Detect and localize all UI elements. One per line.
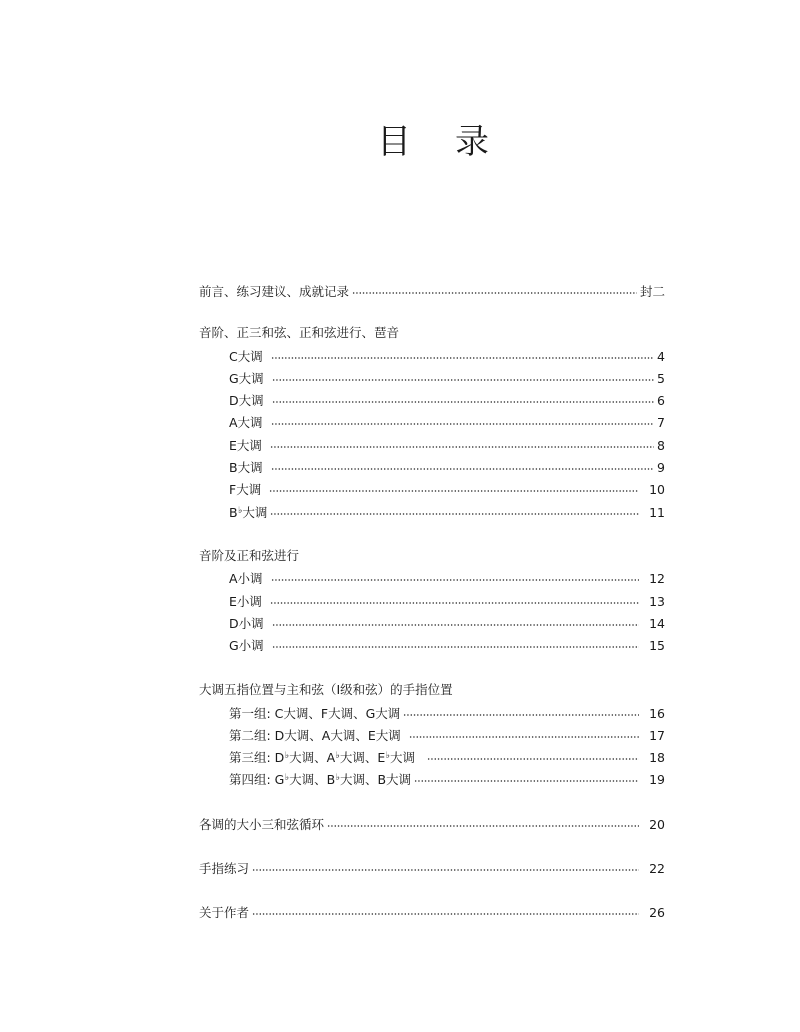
dot-leader	[271, 357, 654, 359]
dot-leader	[252, 869, 639, 871]
dot-leader	[414, 780, 639, 782]
toc-entry-group-4[interactable]	[229, 769, 665, 789]
toc-entry-page: 9	[657, 459, 665, 475]
toc-entry-page: 14	[649, 615, 665, 631]
toc-entry-label: G小调	[229, 638, 264, 653]
dot-leader	[270, 513, 639, 515]
toc-entry-label: A小调	[229, 571, 263, 586]
toc-entry-page: 4	[657, 348, 665, 364]
flat-icon: ♭	[335, 751, 340, 761]
toc-entry-page: 26	[649, 904, 665, 920]
flat-icon: ♭	[335, 773, 340, 783]
title-char-2: 录	[455, 122, 489, 162]
title-char-1: 目	[377, 122, 411, 162]
toc-entry-e-minor[interactable]	[229, 591, 665, 611]
toc-entry-group-1[interactable]	[229, 703, 665, 723]
section-heading-minor-scales: 音阶及正和弦进行	[199, 548, 300, 563]
toc-entry-d-major[interactable]	[229, 390, 665, 410]
toc-entry-page: 8	[657, 437, 665, 453]
toc-entry-label: G大调	[229, 371, 264, 386]
toc-entry-d-minor[interactable]	[229, 613, 665, 633]
toc-entry-label: 第二组: D大调、A大调、E大调	[229, 728, 401, 743]
label-part: 大调、B	[289, 772, 336, 787]
toc-entry-page: 7	[657, 414, 665, 430]
toc-entry-label: F大调	[229, 482, 262, 497]
dot-leader	[271, 468, 654, 470]
key-letter: B	[229, 505, 238, 520]
toc-entry-chord-cycle[interactable]	[199, 814, 665, 834]
toc-entry-page: 20	[649, 816, 665, 832]
dot-leader	[269, 490, 639, 492]
dot-leader	[271, 579, 640, 581]
toc-entry-g-major[interactable]	[229, 368, 665, 388]
dot-leader	[427, 758, 639, 760]
toc-entry-page: 13	[649, 593, 665, 609]
dot-leader	[272, 646, 639, 648]
section-heading-scales-chords: 音阶、正三和弦、正和弦进行、琶音	[199, 325, 400, 340]
toc-entry-b-flat-major[interactable]	[229, 502, 665, 522]
toc-entry-f-major[interactable]	[229, 479, 665, 499]
label-part: 第三组: D	[229, 750, 285, 765]
label-part: 大调、E	[339, 750, 386, 765]
toc-entry-label: C大调	[229, 349, 263, 364]
toc-entry-label	[229, 748, 415, 766]
toc-entry-group-3[interactable]	[229, 747, 665, 767]
dot-leader	[270, 446, 654, 448]
toc-entry-label: 手指练习	[199, 861, 250, 876]
toc-entry-label: D大调	[229, 393, 264, 408]
dot-leader	[403, 714, 639, 716]
toc-entry-page: 6	[657, 392, 665, 408]
dot-leader	[272, 401, 654, 403]
dot-leader	[352, 292, 637, 294]
toc-entry-page: 12	[649, 570, 665, 586]
section-heading-five-finger: 大调五指位置与主和弦（I级和弦）的手指位置	[199, 682, 453, 697]
toc-entry-g-minor[interactable]	[229, 635, 665, 655]
toc-entry-label: D小调	[229, 616, 264, 631]
dot-leader	[272, 379, 654, 381]
toc-entry-finger-exercises[interactable]	[199, 858, 665, 878]
flat-icon: ♭	[284, 773, 290, 783]
toc-entry-page: 22	[649, 860, 665, 876]
flat-icon: ♭	[284, 751, 290, 761]
toc-entry-a-minor[interactable]	[229, 568, 665, 588]
toc-entry-label: 各调的大小三和弦循环	[199, 817, 325, 832]
toc-entry-preface[interactable]	[199, 281, 665, 301]
toc-entry-page: 封二	[639, 284, 665, 299]
toc-entry-page: 17	[649, 727, 665, 743]
toc-entry-label: E大调	[229, 438, 262, 453]
dot-leader	[252, 913, 639, 915]
toc-entry-page: 19	[649, 771, 665, 787]
toc-entry-label	[229, 503, 267, 521]
toc-entry-group-2[interactable]	[229, 725, 665, 745]
label-part: 大调、B大调	[339, 772, 412, 787]
toc-entry-label: 关于作者	[199, 905, 250, 920]
flat-icon: ♭	[238, 506, 243, 516]
toc-entry-e-major[interactable]	[229, 435, 665, 455]
toc-entry-page: 18	[649, 749, 665, 765]
toc-entry-label: B大调	[229, 460, 263, 475]
toc-entry-label: A大调	[229, 415, 263, 430]
toc-entry-page: 16	[649, 705, 665, 721]
label-part: 第四组: G	[229, 772, 285, 787]
toc-entry-c-major[interactable]	[229, 346, 665, 366]
toc-entry-label: E小调	[229, 594, 262, 609]
key-suffix: 大调	[242, 505, 268, 520]
flat-icon: ♭	[385, 751, 391, 761]
dot-leader	[271, 423, 654, 425]
toc-entry-about-author[interactable]	[199, 902, 665, 922]
toc-entry-page: 11	[649, 504, 665, 520]
dot-leader	[270, 602, 639, 604]
dot-leader	[327, 825, 639, 827]
label-part: 大调	[390, 750, 416, 765]
toc-entry-label	[229, 770, 411, 788]
toc-entry-label: 第一组: C大调、F大调、G大调	[229, 706, 401, 721]
dot-leader	[409, 736, 639, 738]
toc-entry-page: 5	[657, 370, 665, 386]
toc-entry-page: 10	[649, 481, 665, 497]
label-part: 大调、A	[289, 750, 336, 765]
toc-entry-page: 15	[649, 637, 665, 653]
toc-entry-a-major[interactable]	[229, 412, 665, 432]
toc-entry-b-major[interactable]	[229, 457, 665, 477]
dot-leader	[272, 624, 639, 626]
toc-entry-label: 前言、练习建议、成就记录	[199, 284, 350, 299]
